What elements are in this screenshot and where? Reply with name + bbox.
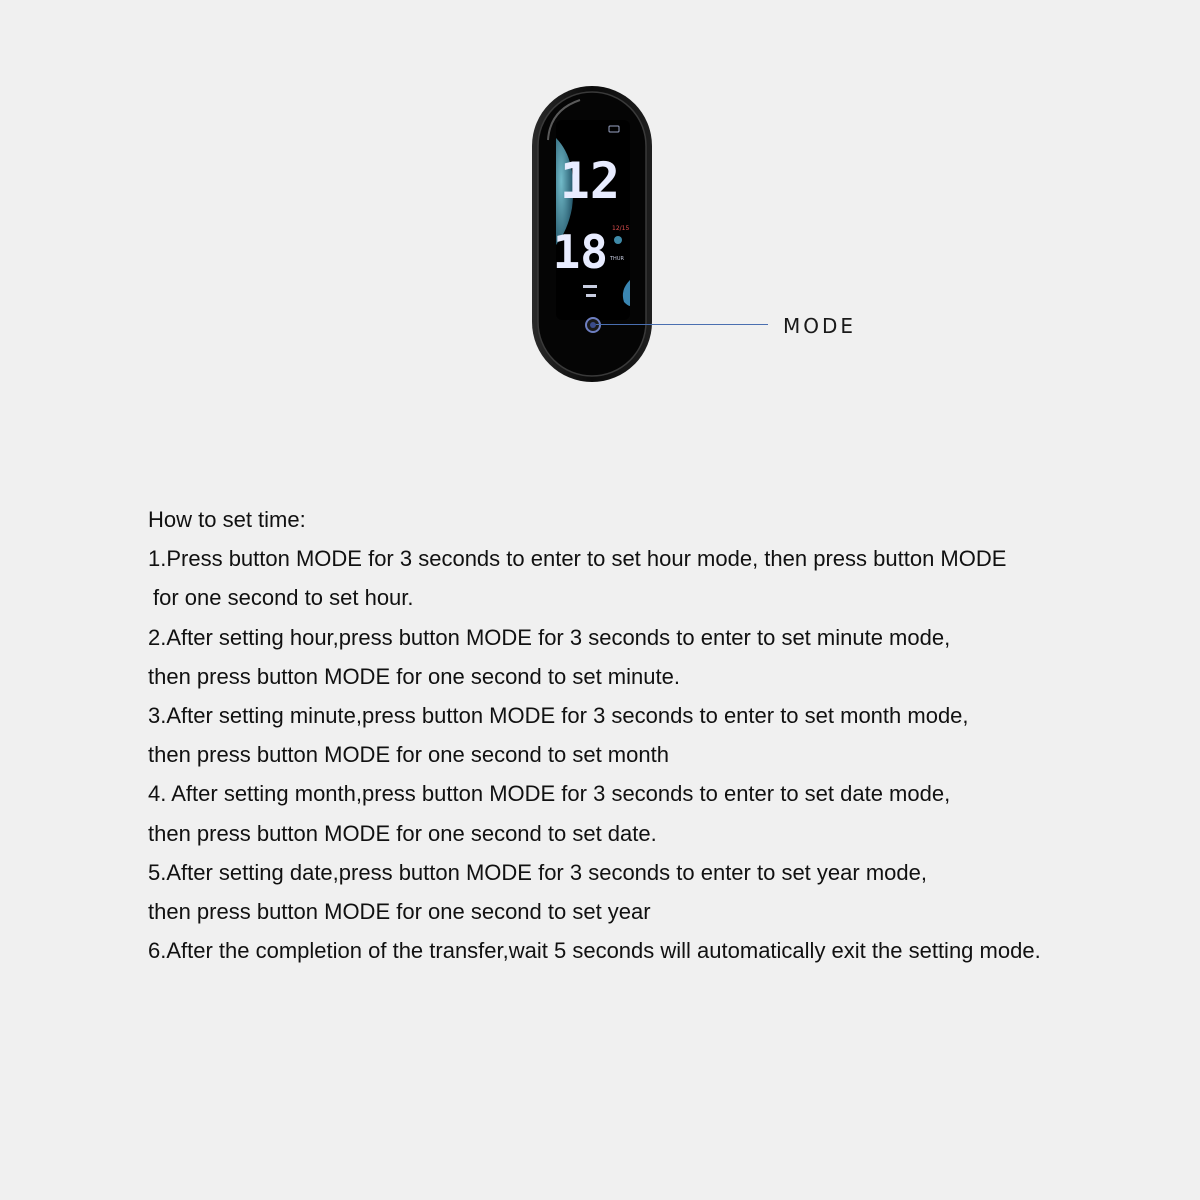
- instruction-line: then press button MODE for one second to set date.: [148, 820, 657, 846]
- instruction-line: then press button MODE for one second to set minute.: [148, 663, 680, 689]
- instructions-title: How to set time:: [148, 507, 306, 532]
- instruction-line: for one second to set hour.: [153, 585, 414, 611]
- instructions: [148, 500, 1148, 970]
- mode-callout-line: [596, 324, 768, 325]
- instruction-line: 1.Press button MODE for 3 seconds to enter to set hour mode, then press button MODE: [148, 546, 1007, 572]
- planet-small-graphic: [614, 236, 622, 244]
- date-display: 12/15: [612, 225, 630, 232]
- weekday-display: THUR: [610, 256, 624, 262]
- instruction-line: 5.After setting date,press button MODE for 3 seconds to enter to set year mode,: [148, 859, 927, 885]
- mode-callout-label: MODE: [783, 314, 857, 338]
- instruction-line: 4. After setting month,press button MODE for 3 seconds to enter to set date mode,: [148, 781, 951, 807]
- instruction-line: then press button MODE for one second to set month: [148, 742, 669, 768]
- instruction-line: 2.After setting hour,press button MODE for 3 seconds to enter to set minute mode,: [148, 624, 951, 650]
- watch-body: [520, 80, 670, 390]
- minute-display: 18: [552, 225, 608, 279]
- watch-image: [520, 80, 670, 390]
- hour-display: 12: [559, 152, 620, 210]
- instruction-line: 6.After the completion of the transfer,wait 5 seconds will automatically exit the setting mode.: [148, 938, 1041, 964]
- instruction-line: then press button MODE for one second to set year: [148, 898, 651, 924]
- instruction-line: 3.After setting minute,press button MODE for 3 seconds to enter to set month mode,: [148, 702, 969, 728]
